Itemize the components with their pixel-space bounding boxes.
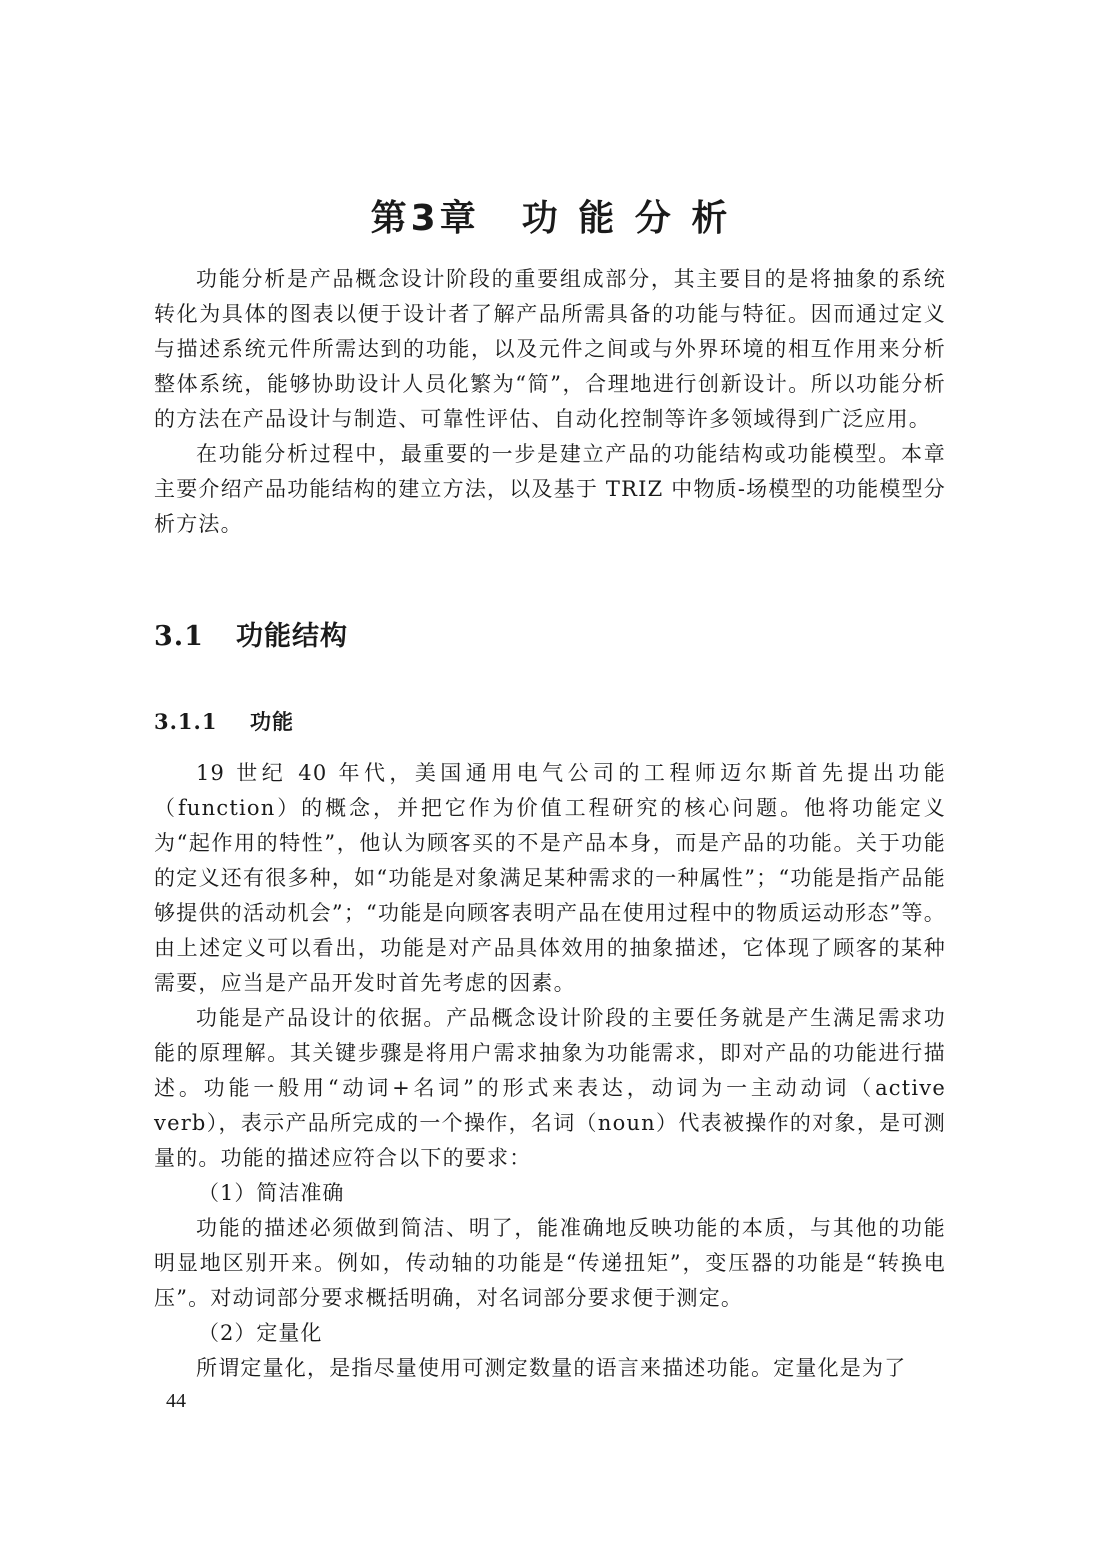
requirement-2-text: 所谓定量化，是指尽量使用可测定数量的语言来描述功能。定量化是为了 [196,1356,907,1380]
section-number: 3.1 [154,621,204,652]
content-paragraph-2: 功能是产品设计的依据。产品概念设计阶段的主要任务就是产生满足需求功能的原理解。其关键步骤是将用户需求抽象为功能需求，即对产品的功能进行描述。功能一般用“动词+名词”的形式来表达，动词为一主动动词（active verb），表示产品所完成的一个操作，名词（noun）代表被操作的对象，是可测量的。功能的描述应符合以下的要求： [154,1006,946,1170]
chapter-intro [154,262,946,542]
section-title-text: 功能结构 [236,621,348,652]
content-paragraph-1: 19 世纪 40 年代，美国通用电气公司的工程师迈尔斯首先提出功能（function）的概念，并把它作为价值工程研究的核心问题。他将功能定义为“起作用的特性”，他认为顾客买的不是产品本身，而是产品的功能。关于功能的定义还有很多种，如“功能是对象满足某种需求的一种属性”；“功能是指产品能够提供的活动机会”；“功能是向顾客表明产品在使用过程中的物质运动形态”等。由上述定义可以看出，功能是对产品具体效用的抽象描述，它体现了顾客的某种需要，应当是产品开发时首先考虑的因素。 [154,761,946,995]
chapter-label: 第3章 [370,198,480,239]
section-content [154,756,946,1386]
subsection-number: 3.1.1 [154,709,218,734]
requirement-1-label: （1）简洁准确 [198,1181,345,1205]
intro-paragraph-2: 在功能分析过程中，最重要的一步是建立产品的功能结构或功能模型。本章主要介绍产品功能结构的建立方法，以及基于 TRIZ 中物质-场模型的功能模型分析方法。 [154,442,946,536]
requirement-1-text: 功能的描述必须做到简洁、明了，能准确地反映功能的本质，与其他的功能明显地区别开来。例如，传动轴的功能是“传递扭矩”，变压器的功能是“转换电压”。对动词部分要求概括明确，对名词部分要求便于测定。 [154,1216,946,1310]
requirement-2-label: （2）定量化 [198,1321,323,1345]
chapter-name: 功 能 分 析 [521,198,732,239]
chapter-title [0,190,1102,241]
subsection-title-text: 功能 [250,710,294,734]
intro-paragraph-1: 功能分析是产品概念设计阶段的重要组成部分，其主要目的是将抽象的系统转化为具体的图表以便于设计者了解产品所需具备的功能与特征。因而通过定义与描述系统元件所需达到的功能，以及元件之间或与外界环境的相互作用来分析整体系统，能够协助设计人员化繁为“简”，合理地进行创新设计。所以功能分析的方法在产品设计与制造、可靠性评估、自动化控制等许多领域得到广泛应用。 [154,267,946,431]
subsection-heading [154,706,294,736]
section-heading [154,614,348,653]
page-number: 44 [166,1390,186,1412]
